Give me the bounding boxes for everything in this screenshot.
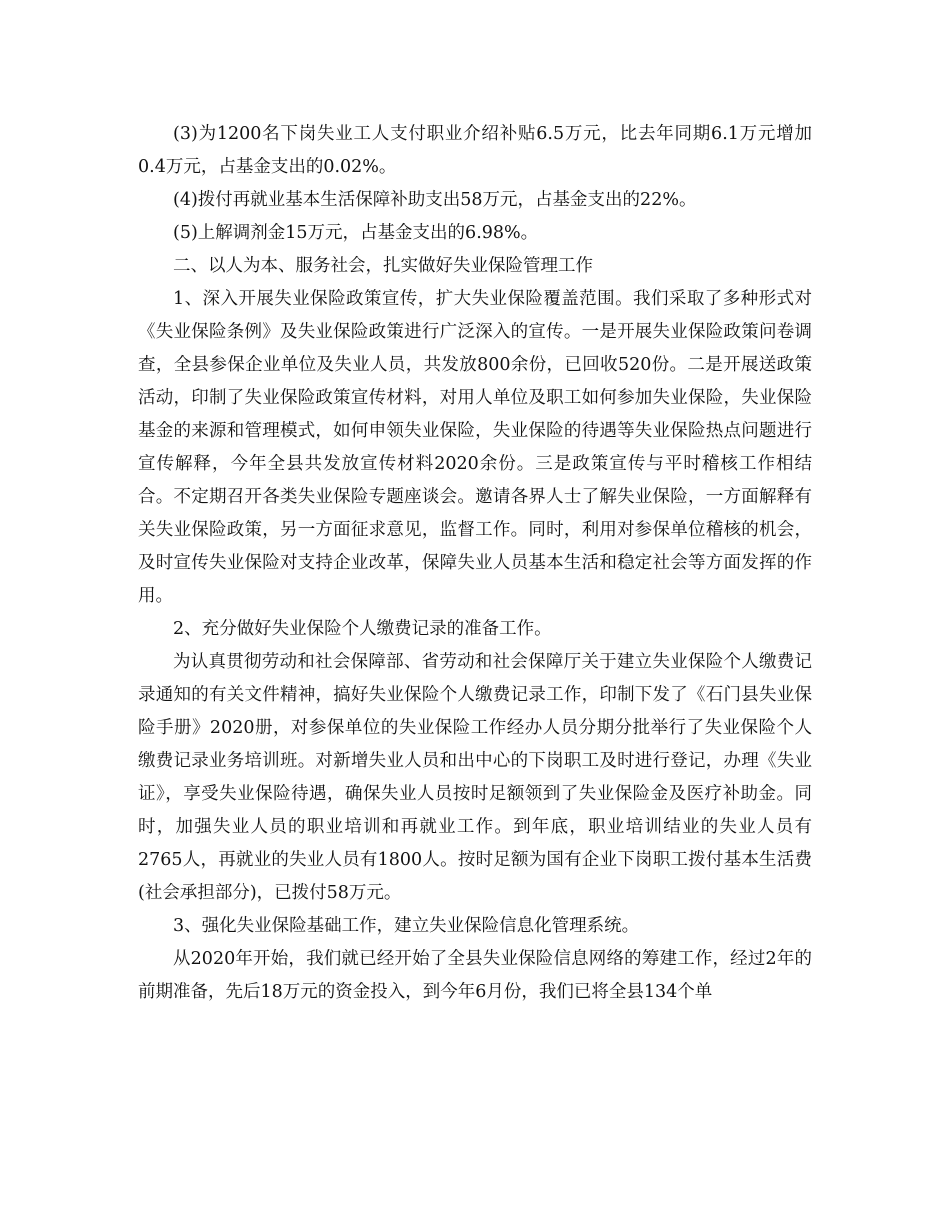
paragraph-payment-records: 为认真贯彻劳动和社会保障部、省劳动和社会保障厅关于建立失业保险个人缴费记录通知的有关文件精神，搞好失业保险个人缴费记录工作，印制下发了《石门县失业保险手册》2020册，对参保单位的失业保险工作经办人员分期分批举行了失业保险个人缴费记录业务培训班。对新增失业人员和出中心的下岗职工及时进行登记，办理《失业证》，享受失业保险待遇，确保失业人员按时足额领到了失业保险金及医疗补助金。同时，加强失业人员的职业培训和再就业工作。到年底，职业培训结业的失业人员有2765人，再就业的失业人员有1800人。按时足额为国有企业下岗职工拨付基本生活费(社会承担部分)，已拨付58万元。	[138, 652, 812, 903]
paragraph-information-system: 从2020年开始，我们就已经开始了全县失业保险信息网络的筹建工作，经过2年的前期准备，先后18万元的资金投入，到今年6月份，我们已将全县134个单	[138, 949, 812, 1002]
section-heading-2: 二、以人为本、服务社会，扎实做好失业保险管理工作	[173, 256, 593, 276]
subheading-information-system: 3、强化失业保险基础工作，建立失业保险信息化管理系统。	[173, 916, 640, 936]
subheading-payment-records: 2、充分做好失业保险个人缴费记录的准备工作。	[173, 619, 552, 639]
paragraph-subsidy-4: (4)拨付再就业基本生活保障补助支出58万元，占基金支出的22%。	[173, 190, 697, 210]
paragraph-subsidy-5: (5)上解调剂金15万元，占基金支出的6.98%。	[173, 223, 539, 243]
paragraph-subsidy-3: (3)为1200名下岗失业工人支付职业介绍补贴6.5万元，比去年同期6.1万元增加0.4万元，占基金支出的0.02%。	[138, 124, 812, 177]
paragraph-policy-promotion: 1、深入开展失业保险政策宣传，扩大失业保险覆盖范围。我们采取了多种形式对《失业保险条例》及失业保险政策进行广泛深入的宣传。一是开展失业保险政策问卷调查，全县参保企业单位及失业人员，共发放800余份，已回收520份。二是开展送政策活动，印制了失业保险政策宣传材料，对用人单位及职工如何参加失业保险，失业保险基金的来源和管理模式，如何申领失业保险，失业保险的待遇等失业保险热点问题进行宣传解释，今年全县共发放宣传材料2020余份。三是政策宣传与平时稽核工作相结合。不定期召开各类失业保险专题座谈会。邀请各界人士了解失业保险，一方面解释有关失业保险政策，另一方面征求意见，监督工作。同时，利用对参保单位稽核的机会，及时宣传失业保险对支持企业改革，保障失业人员基本生活和稳定社会等方面发挥的作用。	[138, 289, 812, 606]
document-page	[138, 118, 812, 1009]
